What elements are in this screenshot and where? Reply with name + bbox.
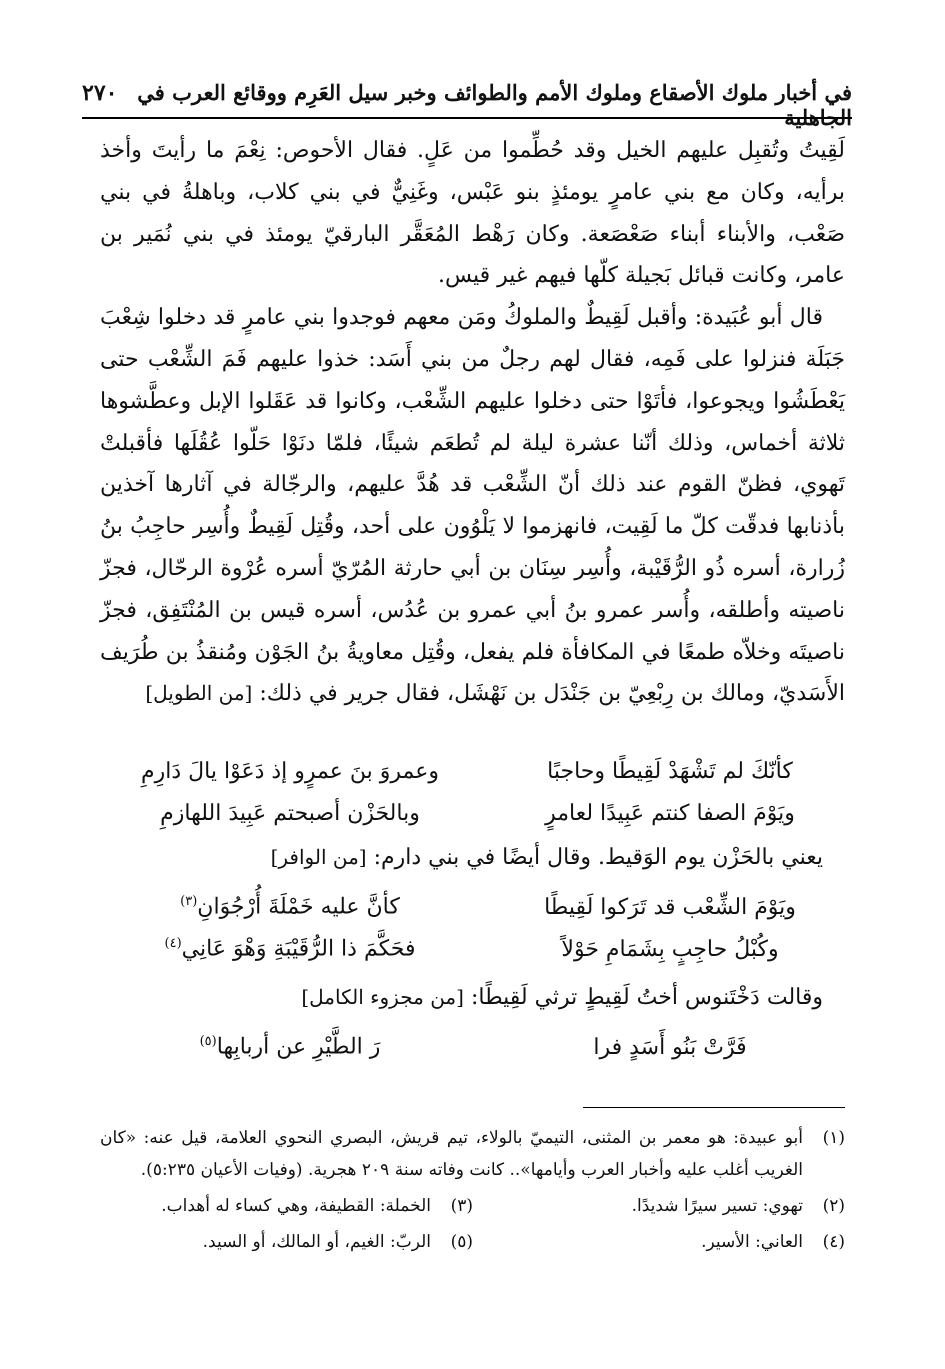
poem-jarir-1: [130, 750, 830, 834]
verse: [130, 1026, 830, 1068]
verse-text: كأنَّ عليه خَمْلَةَ أُرْجُوَانِ: [197, 894, 400, 920]
verse-first-half: ويَوْمَ الشِّعْب قد تَرَكوا لَقِيطًا: [544, 894, 796, 920]
verse: [130, 886, 830, 928]
verse-second-half: [130, 894, 450, 919]
verse-first-half: كأنّكَ لم تَشْهَدْ لَقِيطًا وحاجبًا: [547, 758, 793, 784]
meter-label: [من الوافر]: [270, 845, 367, 869]
paragraph-2: [100, 297, 845, 715]
verse-text: فحَكَّمَ ذا الرُّقَيْبَةِ وَهْوَ عَانِي: [181, 936, 416, 962]
meter-label: [من مجزوء الكامل]: [301, 985, 464, 1009]
footnote-pair: [100, 1226, 845, 1258]
verse-second-half: وبالحَزْن أصبحتم عَبِيدَ اللهازمِ: [160, 800, 420, 826]
footnote-text: العاني: الأسير.: [701, 1232, 803, 1252]
footnote-text: الربّ: الغيم، أو المالك، أو السيد.: [202, 1232, 431, 1252]
paragraph-1: لَقِيتُ وتُقبِل عليهم الخيل وقد حُطِّموا من عَلٍ. فقال الأحوص: نِعْمَ ما رأيتَ وأخذ برأيه، وكان مع بني عامرٍ يومئذٍ بنو عَبْس، وغَنِيٌّ في بني كلاب، وباهلةُ في بني صَعْب، والأبناء أبناء صَعْصَعة. وكان رَهْط المُعَقَّر البارقيّ يومئذ في بني نُمَير بن عامر، وكانت قبائل بَجيلة كلّها فيهم غير قيس.: [100, 138, 845, 289]
footnote-ref: (٥): [199, 1034, 217, 1050]
footnote-1: [100, 1122, 845, 1186]
footnote-3: [101, 1190, 473, 1222]
poem-intro-line: [100, 845, 845, 870]
verse-first-half: وكُبْلُ حاجِبٍ بِشَمَامِ حَوْلاً: [561, 936, 779, 962]
verse: [130, 750, 830, 792]
verse-second-half: [130, 1034, 450, 1059]
page-number: ٢٧٠: [82, 80, 118, 106]
footnote-number: (٤): [822, 1232, 845, 1252]
header-rule: [82, 117, 852, 119]
body-text: [100, 130, 845, 715]
footnote-ref: (٤): [164, 936, 182, 952]
footnote-text: الخملة: القطيفة، وهي كساء له أهداب.: [161, 1196, 431, 1216]
footnote-rule: [583, 1107, 845, 1108]
poem-intro-text: وقالت دَخْتَنوس أختُ لَقِيطٍ ترثي لَقِيطًا:: [470, 985, 823, 1010]
footnotes: [100, 1122, 845, 1258]
verse-second-half: وعمروَ بنَ عمرٍو إذ دَعَوْا يالَ دَارِمِ: [141, 758, 439, 784]
footnote-number: (٢): [822, 1196, 845, 1216]
verse-first-half: فَرَّتْ بَنُو أَسَدٍ فرا: [593, 1034, 747, 1060]
footnote-5: [101, 1226, 473, 1258]
verse-second-half: [130, 936, 450, 961]
verse-text: رَ الطَّيْرِ عن أربابِها: [216, 1034, 381, 1060]
paragraph-2-text: قال أبو عُبَيدة: وأقبل لَقِيطٌ والملوكُ ومَن معهم فوجدوا بني عامرٍ قد دخلوا شِعْبَ جَبَلَة فنزلوا على فَمِه، فقال لهم رجلٌ من بني أَسَد: خذوا عليهم فَمَ الشِّعْب حتى يَعْطَشُوا ويجوعوا، فأتَوْا حتى دخلوا عليهم الشِّعْب، وكانوا قد عَقَلوا الإبل وعطَّشوها ثلاثة أخماس، وذلك أنّنا عشرة ليلة لم تُطعَم شيئًا، فلمّا دنَوْا حَلّوا عُقُلَها فأقبلتْ تَهوي، فظنّ القوم عند ذلك أنّ الشِّعْب قد هُدَّ عليهم، والرجّالة في آثارها آخذين بأذنابها فدقّت كلّ ما لَقِيت، فانهزموا لا يَلْوُون على أحد، وقُتِل لَقِيطٌ وأُسِر حاجِبُ بنُ زُرارة، أسره ذُو الرُّقَيْبة، وأُسِر سِنَان بن أبي حارثة المُرّيّ أسره عُرْوة الرحّال، فجزّ ناصيته وأطلقه، وأُسر عمرو بنُ أبي عمرو بن عُدُس، أسره قيس بن المُنْتَفِق، فجزّ ناصيتَه وخلاّه طمعًا في المكافأة فلم يفعل، وقُتِل معاويةُ بنُ الجَوْن ومُنقذُ بن طُرَيف الأَسَديّ، ومالك بن رِبْعِيّ بن جَنْدَل بن نَهْشَل، فقال جرير في ذلك:: [100, 305, 846, 707]
verse: [130, 792, 830, 834]
footnote-2: [473, 1190, 845, 1222]
footnote-ref: (٣): [180, 894, 198, 910]
footnote-number: (٥): [450, 1232, 473, 1252]
meter-label: [من الطويل]: [145, 681, 253, 706]
poem-jarir-2: [130, 886, 830, 970]
footnote-number: (٣): [450, 1196, 473, 1216]
footnote-number: (١): [822, 1128, 845, 1148]
footnote-text: تهوي: تسير سيرًا شديدًا.: [631, 1196, 803, 1216]
page-header: [82, 80, 852, 130]
poem-dakhtanus: [130, 1026, 830, 1068]
running-title: في أخبار ملوك الأصقاع وملوك الأمم والطوائف وخبر سيل العَرِم ووقائع العرب في الجاهلية: [137, 80, 852, 130]
verse: [130, 928, 830, 970]
footnote-4: [473, 1226, 845, 1258]
verse-first-half: ويَوْمَ الصفا كنتم عَبِيدًا لعامرٍ: [545, 800, 795, 826]
footnote-text: أبو عبيدة: هو معمر بن المثنى، التيميّ بالولاء، تيم قريش، البصري النحوي العلامة، قيل عنه: «كان الغريب أغلب عليه وأخبار العرب وأيامها».. كانت وفاته سنة ٢٠٩ هجرية. (وفيات الأعيان ٥:٢٣٥).: [100, 1128, 803, 1180]
poem-intro-line: [100, 985, 845, 1010]
poem-intro-text: يعني بالحَزْن يوم الوَقيط. وقال أيضًا في بني دارم:: [373, 845, 823, 870]
footnote-pair: [100, 1190, 845, 1222]
